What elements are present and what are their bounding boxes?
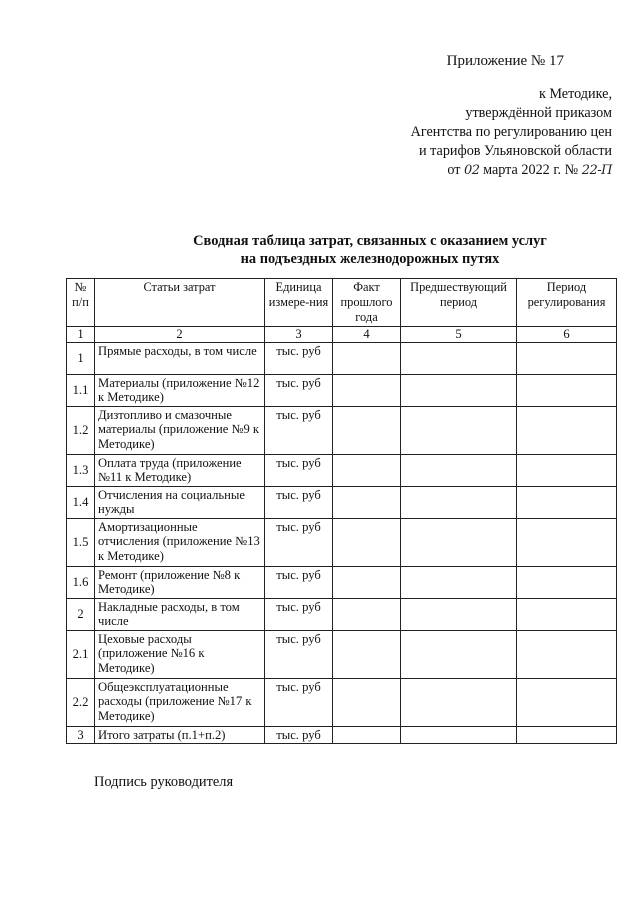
table-row xyxy=(67,518,617,566)
row-fact-cell xyxy=(333,406,401,454)
row-regulation-cell xyxy=(517,518,617,566)
row-regulation-cell xyxy=(517,678,617,726)
column-number: 6 xyxy=(517,327,617,343)
row-unit: тыс. руб xyxy=(265,518,333,566)
row-previous-cell xyxy=(401,518,517,566)
row-index: 2.2 xyxy=(67,678,95,726)
row-item: Дизтопливо и смазочные материалы (приложение №9 к Методике) xyxy=(95,406,265,454)
row-previous-cell xyxy=(401,406,517,454)
row-regulation-cell xyxy=(517,566,617,598)
table-row xyxy=(67,454,617,486)
row-previous-cell xyxy=(401,598,517,630)
row-fact-cell xyxy=(333,518,401,566)
row-item: Отчисления на социальные нужды xyxy=(95,486,265,518)
row-index: 1.2 xyxy=(67,406,95,454)
table-row xyxy=(67,342,617,374)
date-prefix: от xyxy=(447,162,461,178)
row-previous-cell xyxy=(401,630,517,678)
row-fact-cell xyxy=(333,486,401,518)
row-item: Прямые расходы, в том числе xyxy=(95,342,265,374)
row-regulation-cell xyxy=(517,342,617,374)
row-previous-cell xyxy=(401,342,517,374)
row-item: Ремонт (приложение №8 к Методике) xyxy=(95,566,265,598)
row-unit: тыс. руб xyxy=(265,454,333,486)
column-number: 4 xyxy=(333,327,401,343)
row-regulation-cell xyxy=(517,630,617,678)
appendix-number: Приложение № 17 xyxy=(446,53,564,69)
row-item: Амортизационные отчисления (приложение №13 к Методике) xyxy=(95,518,265,566)
row-unit: тыс. руб xyxy=(265,406,333,454)
table-row xyxy=(67,406,617,454)
row-unit: тыс. руб xyxy=(265,342,333,374)
row-index: 1.5 xyxy=(67,518,95,566)
row-previous-cell xyxy=(401,486,517,518)
header-row xyxy=(67,279,617,327)
row-index: 1.6 xyxy=(67,566,95,598)
row-unit: тыс. руб xyxy=(265,598,333,630)
row-fact-cell xyxy=(333,342,401,374)
appendix-line-3: Агентства по регулированию цен xyxy=(410,124,612,140)
column-number-row xyxy=(67,327,617,343)
row-fact-cell xyxy=(333,566,401,598)
row-regulation-cell xyxy=(517,726,617,744)
document-title xyxy=(120,232,620,268)
row-unit: тыс. руб xyxy=(265,486,333,518)
table-row xyxy=(67,374,617,406)
appendix-line-2: утверждённой приказом xyxy=(465,105,612,121)
row-fact-cell xyxy=(333,598,401,630)
row-index: 1.4 xyxy=(67,486,95,518)
row-index: 1.3 xyxy=(67,454,95,486)
column-number: 2 xyxy=(95,327,265,343)
row-previous-cell xyxy=(401,726,517,744)
row-unit: тыс. руб xyxy=(265,566,333,598)
handwritten-day: 02 xyxy=(464,163,480,178)
row-item: Итого затраты (п.1+п.2) xyxy=(95,726,265,744)
handwritten-order-number: 22-П xyxy=(581,163,612,178)
column-number: 3 xyxy=(265,327,333,343)
row-item: Общеэксплуатационные расходы (приложение №17 к Методике) xyxy=(95,678,265,726)
appendix-line-1: к Методике, xyxy=(538,86,612,102)
column-number: 1 xyxy=(67,327,95,343)
row-unit: тыс. руб xyxy=(265,374,333,406)
row-unit: тыс. руб xyxy=(265,678,333,726)
signature-label: Подпись руководителя xyxy=(94,774,234,790)
header-item: Статьи затрат xyxy=(95,279,265,327)
row-unit: тыс. руб xyxy=(265,630,333,678)
row-unit: тыс. руб xyxy=(265,726,333,744)
row-item: Накладные расходы, в том числе xyxy=(95,598,265,630)
title-line-2: на подъездных железнодорожных путях xyxy=(240,251,500,267)
title-line-1: Сводная таблица затрат, связанных с оказанием услуг xyxy=(193,233,547,249)
header-index: № п/п xyxy=(67,279,95,327)
row-previous-cell xyxy=(401,374,517,406)
row-item: Оплата труда (приложение №11 к Методике) xyxy=(95,454,265,486)
row-fact-cell xyxy=(333,630,401,678)
row-previous-cell xyxy=(401,566,517,598)
appendix-line-4: и тарифов Ульяновской области xyxy=(419,143,612,159)
row-fact-cell xyxy=(333,374,401,406)
table-row xyxy=(67,486,617,518)
header-fact: Факт прошлого года xyxy=(333,279,401,327)
header-regulation: Период регулирования xyxy=(517,279,617,327)
row-fact-cell xyxy=(333,454,401,486)
row-index: 1 xyxy=(67,342,95,374)
order-date-line xyxy=(330,161,612,180)
row-index: 3 xyxy=(67,726,95,744)
table-row xyxy=(67,566,617,598)
row-index: 2 xyxy=(67,598,95,630)
row-regulation-cell xyxy=(517,454,617,486)
table-row xyxy=(67,678,617,726)
table-row xyxy=(67,726,617,744)
row-item: Цеховые расходы (приложение №16 к Методике) xyxy=(95,630,265,678)
row-item: Материалы (приложение №12 к Методике) xyxy=(95,374,265,406)
table-row xyxy=(67,598,617,630)
row-regulation-cell xyxy=(517,374,617,406)
row-regulation-cell xyxy=(517,598,617,630)
cost-summary-table xyxy=(66,278,617,744)
date-month-year: марта 2022 г. № xyxy=(483,162,579,178)
row-fact-cell xyxy=(333,726,401,744)
header-previous: Предшествующий период xyxy=(401,279,517,327)
row-previous-cell xyxy=(401,454,517,486)
header-unit: Единица измере-ния xyxy=(265,279,333,327)
table-row xyxy=(67,630,617,678)
row-regulation-cell xyxy=(517,406,617,454)
row-previous-cell xyxy=(401,678,517,726)
row-index: 1.1 xyxy=(67,374,95,406)
column-number: 5 xyxy=(401,327,517,343)
row-regulation-cell xyxy=(517,486,617,518)
row-fact-cell xyxy=(333,678,401,726)
row-index: 2.1 xyxy=(67,630,95,678)
appendix-header xyxy=(330,52,612,180)
